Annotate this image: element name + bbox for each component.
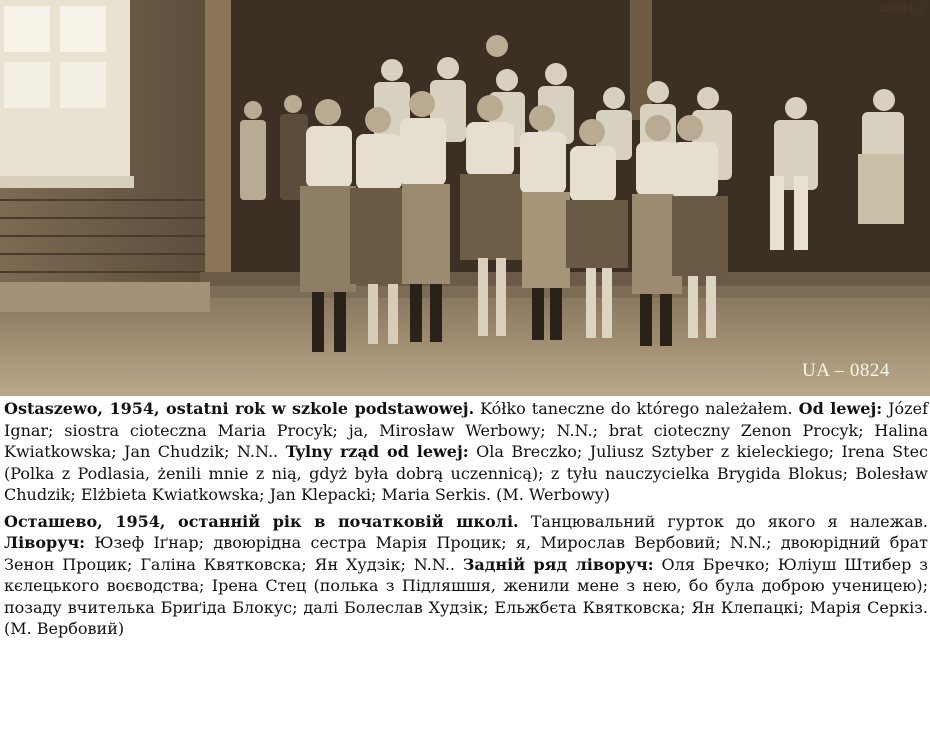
caption-ukrainian-text2: Юзеф Іґнар; двоюрідна сестра Марія Процик; я, Мирослав Вербовий; N.N.; двоюрідний брат Зенон Процик; Галіна Квятковска; Ян Худзік; N.N.. <box>4 533 928 574</box>
caption-ukrainian-left-label: Ліворуч: <box>4 533 86 552</box>
photo-id-label: UA – 0824 <box>802 360 890 381</box>
caption-polish-text1: Kółko taneczne do którego należałem. <box>474 399 799 418</box>
caption <box>4 398 928 640</box>
caption-ukrainian-text3: Оля Бречко; Юліуш Штибер з кєлецького воєводства; Ірена Стец (полька з Підляшшя, женили мене з нею, бо була доброю ученицею); позаду вчителька Бриґіда Блокус; далі Болеслав Худзік; Ельжбєта Квятковска; Ян Клепацкі; Марія Серкіз. (М. Вербовий) <box>4 554 928 638</box>
caption-polish <box>4 398 928 506</box>
caption-polish-heading: Ostaszewo, 1954, ostatni rok w szkole podstawowej. <box>4 399 475 418</box>
caption-ukrainian-text1: Танцювальний гурток до якого я належав. <box>518 511 928 531</box>
caption-ukrainian-back-label: Задній ряд ліворуч: <box>462 554 654 574</box>
caption-ukrainian <box>4 511 928 640</box>
caption-polish-text3: Ola Breczko; Juliusz Sztyber z kieleckiego; Irena Stec (Polka z Podlasia, żenili mnie z nią, gdyż była dobrą uczennicą); z tyłu nauczycielka Brygida Blokus; Bolesław Chudzik; Elżbieta Kwiatkowska; Jan Klepacki; Maria Serkis. (M. Werbowy) <box>4 442 928 504</box>
caption-polish-back-label: Tylny rząd od lewej: <box>285 442 469 461</box>
caption-polish-text2: Józef Ignar; siostra cioteczna Maria Procyk; ja, Mirosław Werbowy; N.N.; brat cioteczny Zenon Procyk; Halina Kwiatkowska; Jan Chudzik; N.N.. <box>4 399 929 461</box>
caption-ukrainian-heading: Осташево, 1954, останній рік в початковій школі. <box>4 511 519 531</box>
caption-polish-left-label: Od lewej: <box>798 399 883 418</box>
photo-corner-label: ua0824_1 <box>879 4 924 15</box>
